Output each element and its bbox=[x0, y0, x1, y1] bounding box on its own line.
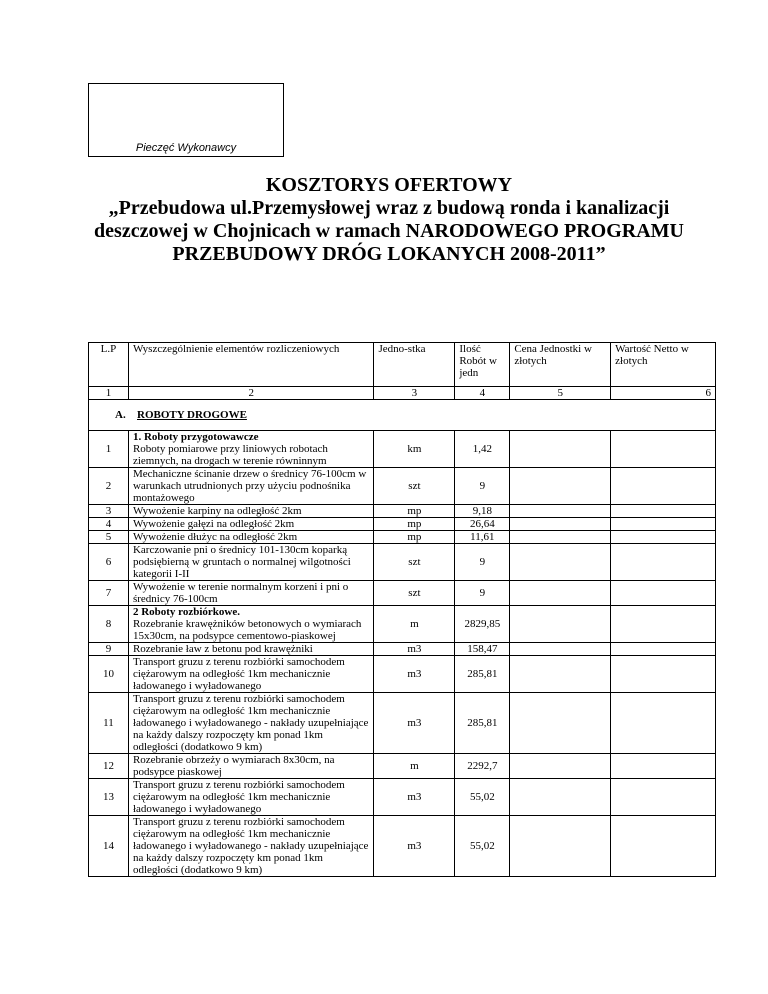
stamp-label: Pieczęć Wykonawcy bbox=[135, 142, 237, 154]
table-row bbox=[89, 656, 716, 693]
row-quantity: 55,02 bbox=[455, 816, 510, 877]
row-unit: szt bbox=[374, 581, 455, 606]
row-quantity: 2829,85 bbox=[455, 606, 510, 643]
row-lp: 14 bbox=[89, 816, 129, 877]
column-number: 4 bbox=[455, 387, 510, 400]
row-unit-price bbox=[510, 643, 611, 656]
row-description bbox=[128, 431, 374, 468]
section-heading bbox=[89, 400, 716, 431]
header-unit: Jedno-stka bbox=[374, 343, 455, 387]
column-number: 5 bbox=[510, 387, 611, 400]
row-unit-price bbox=[510, 693, 611, 754]
row-unit-price bbox=[510, 779, 611, 816]
table-row bbox=[89, 643, 716, 656]
column-number-row bbox=[89, 387, 716, 400]
section-name: ROBOTY DROGOWE bbox=[137, 409, 247, 421]
row-lp: 1 bbox=[89, 431, 129, 468]
row-description: Transport gruzu z terenu rozbiórki samochodem ciężarowym na odległość 1km mechanicznie ładowanego i wyładowanego - nakłady uzupełniające na każdy dalszy rozpoczęty km ponad 1km odległości (dodatkowo 9 km) bbox=[128, 816, 374, 877]
row-lp: 2 bbox=[89, 468, 129, 505]
row-unit: m3 bbox=[374, 693, 455, 754]
row-quantity: 9 bbox=[455, 468, 510, 505]
row-net-value bbox=[611, 544, 716, 581]
row-lp: 6 bbox=[89, 544, 129, 581]
row-unit: m3 bbox=[374, 816, 455, 877]
row-net-value bbox=[611, 531, 716, 544]
row-net-value bbox=[611, 518, 716, 531]
row-quantity: 285,81 bbox=[455, 693, 510, 754]
row-unit: m3 bbox=[374, 656, 455, 693]
group-heading: 1. Roboty przygotowawcze bbox=[132, 431, 259, 443]
row-unit-price bbox=[510, 656, 611, 693]
row-lp: 5 bbox=[89, 531, 129, 544]
header-description: Wyszczególnienie elementów rozliczeniowych bbox=[128, 343, 374, 387]
row-lp: 11 bbox=[89, 693, 129, 754]
row-description: Mechaniczne ścinanie drzew o średnicy 76-100cm w warunkach utrudnionych przy użyciu podnośnika montażowego bbox=[128, 468, 374, 505]
table-row bbox=[89, 531, 716, 544]
row-unit: km bbox=[374, 431, 455, 468]
row-net-value bbox=[611, 754, 716, 779]
row-lp: 7 bbox=[89, 581, 129, 606]
row-lp: 8 bbox=[89, 606, 129, 643]
row-unit-price bbox=[510, 531, 611, 544]
row-lp: 10 bbox=[89, 656, 129, 693]
row-unit-price bbox=[510, 816, 611, 877]
row-description: Transport gruzu z terenu rozbiórki samochodem ciężarowym na odległość 1km mechanicznie ładowanego i wyładowanego bbox=[128, 779, 374, 816]
row-description: Wywożenie dłużyc na odległość 2km bbox=[128, 531, 374, 544]
row-lp: 13 bbox=[89, 779, 129, 816]
row-unit: mp bbox=[374, 531, 455, 544]
header-quantity: Ilość Robót w jedn bbox=[455, 343, 510, 387]
row-net-value bbox=[611, 693, 716, 754]
row-quantity: 26,64 bbox=[455, 518, 510, 531]
row-net-value bbox=[611, 779, 716, 816]
row-unit-price bbox=[510, 544, 611, 581]
row-unit-price bbox=[510, 518, 611, 531]
row-net-value bbox=[611, 816, 716, 877]
row-unit: mp bbox=[374, 505, 455, 518]
row-net-value bbox=[611, 505, 716, 518]
row-description: Rozebranie obrzeży o wymiarach 8x30cm, na podsypce piaskowej bbox=[128, 754, 374, 779]
section-letter: A. bbox=[115, 409, 126, 421]
row-quantity: 55,02 bbox=[455, 779, 510, 816]
row-unit: mp bbox=[374, 518, 455, 531]
column-number: 1 bbox=[89, 387, 129, 400]
table-row bbox=[89, 816, 716, 877]
row-unit: m3 bbox=[374, 643, 455, 656]
table-row bbox=[89, 779, 716, 816]
row-description: Rozebranie ław z betonu pod krawężniki bbox=[128, 643, 374, 656]
row-description: Karczowanie pni o średnicy 101-130cm koparką podsiębierną w gruntach o normalnej wilgotności kategorii I-II bbox=[128, 544, 374, 581]
table-row bbox=[89, 468, 716, 505]
row-net-value bbox=[611, 643, 716, 656]
row-unit-price bbox=[510, 468, 611, 505]
row-description: Wywożenie karpiny na odległość 2km bbox=[128, 505, 374, 518]
row-lp: 4 bbox=[89, 518, 129, 531]
column-number: 3 bbox=[374, 387, 455, 400]
row-unit: szt bbox=[374, 544, 455, 581]
column-number: 6 bbox=[611, 387, 716, 400]
project-name: „Przebudowa ul.Przemysłowej wraz z budową ronda i kanalizacji deszczowej w Chojnicach w ramach NARODOWEGO PROGRAMU PRZEBUDOWY DRÓG LOKANYCH 2008-2011” bbox=[94, 197, 684, 265]
row-quantity: 9 bbox=[455, 544, 510, 581]
table-row bbox=[89, 431, 716, 468]
row-description: Transport gruzu z terenu rozbiórki samochodem ciężarowym na odległość 1km mechanicznie ładowanego i wyładowanego - nakłady uzupełniające na każdy dalszy rozpoczęty km ponad 1km odległości (dodatkowo 9 km) bbox=[128, 693, 374, 754]
table-row bbox=[89, 754, 716, 779]
header-net-value: Wartość Netto w złotych bbox=[611, 343, 716, 387]
header-unit-price: Cena Jednostki w złotych bbox=[510, 343, 611, 387]
row-quantity: 9 bbox=[455, 581, 510, 606]
row-net-value bbox=[611, 606, 716, 643]
table-row bbox=[89, 581, 716, 606]
row-unit: szt bbox=[374, 468, 455, 505]
row-description-text: Roboty pomiarowe przy liniowych robotach ziemnych, na drogach w terenie równinnym bbox=[132, 443, 328, 467]
contractor-stamp-box bbox=[88, 83, 284, 157]
row-net-value bbox=[611, 581, 716, 606]
row-quantity: 158,47 bbox=[455, 643, 510, 656]
row-lp: 12 bbox=[89, 754, 129, 779]
row-unit-price bbox=[510, 431, 611, 468]
row-unit-price bbox=[510, 505, 611, 518]
row-net-value bbox=[611, 656, 716, 693]
row-quantity: 11,61 bbox=[455, 531, 510, 544]
row-quantity: 285,81 bbox=[455, 656, 510, 693]
column-number: 2 bbox=[128, 387, 374, 400]
row-quantity: 1,42 bbox=[455, 431, 510, 468]
table-row bbox=[89, 606, 716, 643]
header-row bbox=[89, 343, 716, 387]
header-lp: L.P bbox=[89, 343, 129, 387]
row-description: Wywożenie w terenie normalnym korzeni i pni o średnicy 76-100cm bbox=[128, 581, 374, 606]
row-unit: m3 bbox=[374, 779, 455, 816]
row-quantity: 2292,7 bbox=[455, 754, 510, 779]
row-lp: 3 bbox=[89, 505, 129, 518]
document-title: KOSZTORYS OFERTOWY bbox=[265, 174, 513, 196]
row-description bbox=[128, 606, 374, 643]
table-row bbox=[89, 518, 716, 531]
row-description: Transport gruzu z terenu rozbiórki samochodem ciężarowym na odległość 1km mechanicznie ładowanego i wyładowanego bbox=[128, 656, 374, 693]
cost-estimate-sheet bbox=[88, 342, 716, 911]
section-row bbox=[89, 400, 716, 431]
row-lp: 9 bbox=[89, 643, 129, 656]
row-unit-price bbox=[510, 581, 611, 606]
row-net-value bbox=[611, 468, 716, 505]
row-unit-price bbox=[510, 606, 611, 643]
row-unit-price bbox=[510, 754, 611, 779]
row-net-value bbox=[611, 431, 716, 468]
group-heading: 2 Roboty rozbiórkowe. bbox=[132, 606, 240, 618]
row-unit: m bbox=[374, 754, 455, 779]
row-unit: m bbox=[374, 606, 455, 643]
row-description: Wywożenie gałęzi na odległość 2km bbox=[128, 518, 374, 531]
row-description-text: Rozebranie krawężników betonowych o wymiarach 15x30cm, na podsypce cementowo-piaskowej bbox=[132, 618, 362, 642]
cost-table-body bbox=[89, 343, 716, 877]
table-row bbox=[89, 505, 716, 518]
row-quantity: 9,18 bbox=[455, 505, 510, 518]
table-row bbox=[89, 693, 716, 754]
cost-estimate-table bbox=[88, 342, 716, 877]
table-row bbox=[89, 544, 716, 581]
